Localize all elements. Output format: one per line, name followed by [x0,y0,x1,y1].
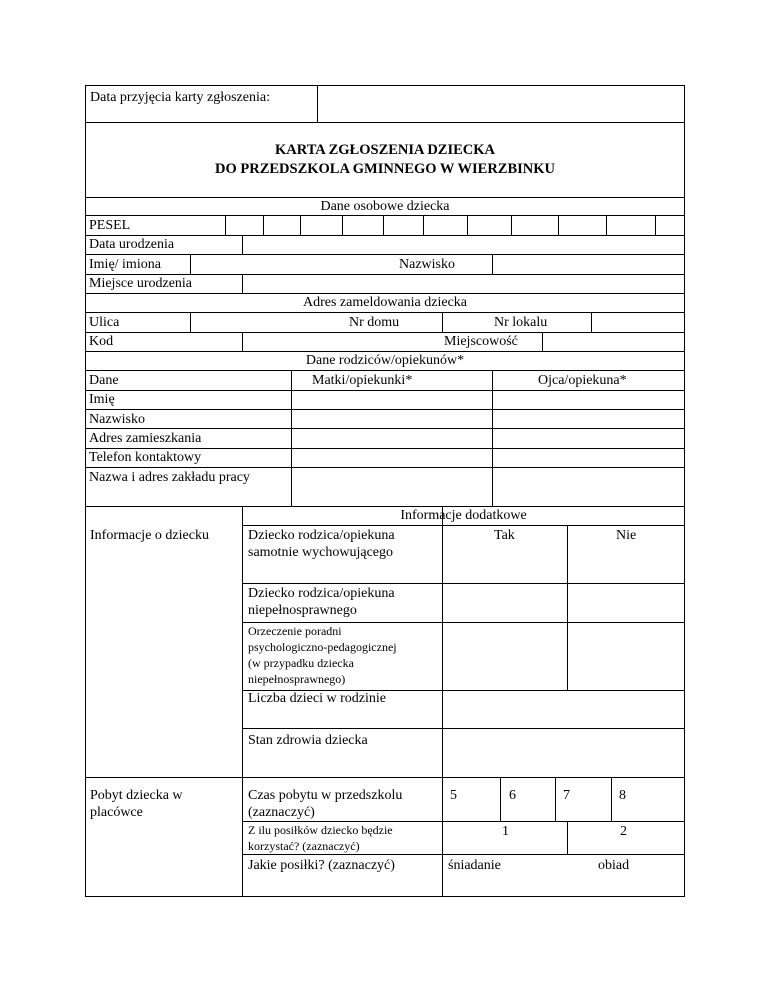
additional-section-title: Informacje dodatkowe [400,508,527,523]
address-section-title: Adres zameldowania dziecka [302,295,468,310]
meal-option-dinner[interactable]: obiad [598,858,630,873]
town-label: Miejscowość [444,334,518,349]
ruling-label-l2: psychologiczno-pedagogicznej [248,640,397,654]
disabled-parent-no-cell[interactable] [568,584,684,622]
birth-date-input[interactable] [243,236,684,254]
postcode-input[interactable] [243,333,433,351]
stay-label-l1: Pobyt dziecka w [90,788,183,803]
children-count-label: Liczba dzieci w rodzinie [248,691,386,706]
parent-row-phone-label: Telefon kontaktowy [89,450,202,465]
stay-label-l2: placówce [90,805,143,820]
mother-fields[interactable] [292,391,492,506]
hours-option-5[interactable]: 5 [450,788,457,803]
health-input[interactable] [443,729,684,777]
single-parent-yes-cell[interactable] [443,545,567,583]
parent-row-workplace-label: Nazwa i adres zakładu pracy [89,470,250,485]
meals-which-label: Jakie posiłki? (zaznaczyć) [248,858,395,873]
no-header: Nie [616,528,637,543]
meals-count-option-1[interactable]: 1 [502,824,509,839]
ruling-yes-cell[interactable] [443,623,567,690]
meal-option-breakfast[interactable]: śniadanie [448,858,501,873]
form-title-line1: KARTA ZGŁOSZENIA DZIECKA [275,142,495,158]
hours-option-6[interactable]: 6 [509,788,516,803]
parents-col-data: Dane [89,373,119,388]
postcode-label: Kod [89,334,114,349]
form-title-line2: DO PRZEDSZKOLA GMINNEGO W WIERZBINKU [214,161,555,177]
parent-row-first-name-label: Imię [89,392,115,407]
child-info-label: Informacje o dziecku [90,528,209,543]
children-count-input[interactable] [443,691,684,728]
parents-section-title: Dane rodziców/opiekunów* [305,353,465,368]
surname-label: Nazwisko [399,257,455,272]
disabled-parent-label-l1: Dziecko rodzica/opiekuna [248,586,395,601]
parent-row-address-label: Adres zamieszkania [89,431,202,446]
parents-col-father: Ojca/opiekuna* [538,373,627,388]
hours-option-8[interactable]: 8 [619,788,626,803]
parent-row-surname-label: Nazwisko [89,412,145,427]
disabled-parent-label-l2: niepełnosprawnego [248,603,357,618]
intake-date-field[interactable] [318,86,684,122]
house-no-label: Nr domu [349,315,400,330]
house-no-input[interactable] [443,313,483,332]
hours-label-l2: (zaznaczyć) [248,805,315,820]
meals-count-label-l1: Z ilu posiłków dziecko będzie [248,823,393,837]
street-label: Ulica [89,315,120,330]
intake-date-label: Data przyjęcia karty zgłoszenia: [90,90,270,105]
hours-option-7[interactable]: 7 [563,788,570,803]
ruling-no-cell[interactable] [568,623,684,690]
birth-date-label: Data urodzenia [89,237,175,252]
single-parent-label-l1: Dziecko rodzica/opiekuna [248,528,395,543]
ruling-label-l3: (w przypadku dziecka [248,656,354,670]
single-parent-no-cell[interactable] [568,545,684,583]
meals-count-label-l2: korzystać? (zaznaczyć) [248,839,360,853]
flat-no-input[interactable] [592,313,684,332]
flat-no-label: Nr lokalu [494,315,548,330]
disabled-parent-yes-cell[interactable] [443,584,567,622]
birth-place-input[interactable] [243,275,684,293]
father-fields[interactable] [493,391,684,506]
health-label: Stan zdrowia dziecka [248,733,368,748]
yes-header: Tak [494,528,515,543]
birth-place-label: Miejsce urodzenia [89,276,193,291]
first-names-input[interactable] [191,255,391,274]
surname-input[interactable] [493,255,684,274]
parents-col-mother: Matki/opiekunki* [312,373,413,388]
first-names-label: Imię/ imiona [89,257,161,272]
town-input[interactable] [543,333,684,351]
single-parent-label-l2: samotnie wychowującego [248,545,394,560]
pesel-input[interactable] [226,216,684,235]
pesel-label: PESEL [89,218,131,233]
ruling-label-l4: niepełnosprawnego) [248,672,346,686]
ruling-label-l1: Orzeczenie poradni [248,624,342,638]
hours-label-l1: Czas pobytu w przedszkolu [248,788,403,803]
child-section-title: Dane osobowe dziecka [320,199,450,214]
street-input[interactable] [191,313,341,332]
meals-count-option-2[interactable]: 2 [620,824,627,839]
